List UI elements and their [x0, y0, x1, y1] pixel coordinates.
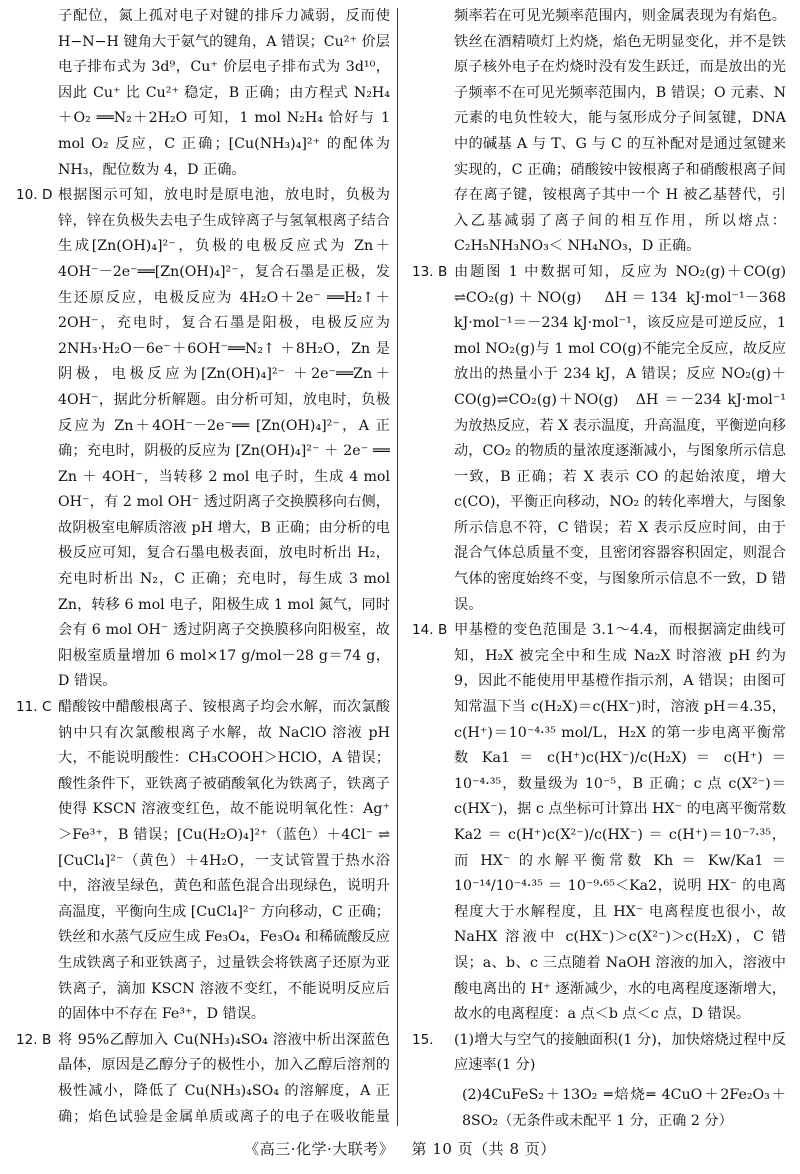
item-number: 11. C	[16, 699, 52, 716]
item-text: 由题图 1 中数据可知，反应为 NO₂(g)＋CO(g) ⇌CO₂(g)＋NO(g) ΔH＝134 kJ·mol⁻¹－368 kJ·mol⁻¹＝－234 kJ·mol⁻¹，该反应是可逆反应，1 mol NO₂(g)与 1 mol CO(g)不能完全反应，故反应放出的热量小于 234 kJ，A 错误；反应 NO₂(g)＋CO(g)⇌CO₂(g)＋NO(g) ΔH ＝－234 kJ·mol⁻¹ 为放热反应，若 X 表示温度，升高温度，平衡逆向移动，CO₂ 的物质的量浓度逐渐减小，与图象所示信息一致，B 正确；若 X 表示 CO 的起始浓度，增大 c(CO)，平衡正向移动，NO₂ 的转化率增大，与图象所示信息不符，C 错误；若 X 表示反应时间，由于混合气体总质量不变，且密闭容器容积固定，则混合气体的密度始终不变，与图象所示信息不一致，D 错误。	[454, 263, 786, 613]
item-text: 醋酸铵中醋酸根离子、铵根离子均会水解，而次氯酸钠中只有次氯酸根离子水解，故 NaClO 溶液 pH 大，不能说明酸性：CH₃COOH＞HClO，A 错误；酸性条件下，亚铁离子被硝酸氧化为铁离子，铁离子使得 KSCN 溶液变红色，故不能说明氧化性：Ag⁺＞Fe³⁺，B 错误；[Cu(H₂O)₄]²⁺（蓝色）＋4Cl⁻ ⇌ [CuCl₄]²⁻（黄色）＋4H₂O，一支试管置于热水浴中，溶液呈绿色，黄色和蓝色混合出现绿色，说明升高温度，平衡向生成 [CuCl₄]²⁻ 方向移动，C 正确；铁丝和水蒸气反应生成 Fe₃O₄，Fe₃O₄ 和稀硫酸反应生成铁离子和亚铁离子，过量铁会将铁离子还原为亚铁离子，滴加 KSCN 溶液不变红，不能说明反应后的固体中不存在 Fe³⁺，D 错误。	[58, 699, 390, 1023]
item-15-part-2: (2)4CuFeS₂＋13O₂ ═焙烧═ 4CuO＋2Fe₂O₃＋8SO₂（无条件或未配平 1 分，正确 2 分）	[462, 1086, 786, 1129]
item-12-continuation: 频率若在可见光频率范围内，则金属表现为有焰色。铁丝在酒精喷灯上灼烧，焰色无明显变化，并不是铁原子核外电子在灼烧时没有发生跃迁，而是放出的光子频率不在可见光频率范围内，B 错误；O 元素、N 元素的电负性较大，能与氢形成分子间氢键，DNA 中的碱基 A 与 T、G 与 C 的互补配对是通过氢键来实现的，C 正确；硝酸铵中铵根离子和硝酸根离子间存在离子键，铵根离子其中一个 H 被乙基替代，引入乙基减弱了离子间的相互作用，所以熔点：C₂H₅NH₃NO₃＜ NH₄NO₃，D 正确。	[454, 8, 786, 255]
item-15-part-1: (1)增大与空气的接触面积(1 分)，加快熔烧过程中反应速率(1 分)	[454, 1031, 786, 1074]
item-number: 10. D	[16, 187, 53, 204]
footer-page-number: 第 10 页（共 8 页）	[411, 1140, 556, 1158]
right-column	[410, 4, 786, 1132]
footer-title: 《高三·化学·大联考》	[244, 1140, 395, 1158]
page-footer	[0, 1138, 800, 1159]
answer-item-10	[14, 183, 390, 695]
item-text: 根据图示可知，放电时是原电池，放电时，负极为锌，锌在负极失去电子生成锌离子与氢氧根离子结合生成[Zn(OH)₄]²⁻，负极的电极反应式为 Zn＋4OH⁻－2e⁻══[Zn(OH)₄]²⁻，复合石墨是正极，发生还原反应，电极反应为 4H₂O＋2e⁻ ══H₂↑＋2OH⁻，充电时，复合石墨是阳极，电极反应为 2NH₃·H₂O－6e⁻＋6OH⁻══N₂↑ ＋8H₂O，Zn 是阴极，电极反应为[Zn(OH)₄]²⁻ ＋2e⁻══Zn＋4OH⁻，据此分析解题。由分析可知，放电时，负极反应为 Zn＋4OH⁻－2e⁻══ [Zn(OH)₄]²⁻，A 正确；充电时，阴极的反应为 [Zn(OH)₄]²⁻ ＋ 2e⁻ ══ Zn ＋ 4OH⁻，当转移 2 mol 电子时，生成 4 mol OH⁻，有 2 mol OH⁻ 透过阴离子交换膜移向右侧，故阴极室电解质溶液 pH 增大，B 正确；由分析的电极反应可知，复合石墨电极表面，放电时析出 H₂，充电时析出 N₂，C 正确；充电时，每生成 3 mol Zn，转移 6 mol 电子，阳极生成 1 mol 氮气，同时会有 6 mol OH⁻ 透过阴离子交换膜移向阳极室，故阳极室质量增加 6 mol×17 g/mol－28 g＝74 g，D 错误。	[58, 187, 390, 690]
item-number: 15.	[412, 1031, 434, 1048]
answer-item-11	[14, 695, 390, 1028]
item-text: 将 95%乙醇加入 Cu(NH₃)₄SO₄ 溶液中析出深蓝色晶体，原因是乙醇分子的极性小，加入乙醇后溶剂的极性减小，降低了 Cu(NH₃)₄SO₄ 的溶解度，A 正确；焰色试验是金属单质或离子的电子在吸收能量	[58, 1031, 390, 1125]
item-9-continuation: 子配位，氮上孤对电子对键的排斥力减弱，反而使 H−N−H 键角大于氨气的键角，A 错误；Cu²⁺ 价层电子排布式为 3d⁹，Cu⁺ 价层电子排布式为 3d¹⁰，因此 Cu⁺ 比 Cu²⁺ 稳定，B 正确；由方程式 N₂H₄＋O₂ ══N₂＋2H₂O 可知，1 mol N₂H₄ 恰好与 1 mol O₂ 反应，C 正确；[Cu(NH₃)₄]²⁺ 的配体为 NH₃，配位数为 4，D 正确。	[58, 8, 390, 178]
item-number: 12. B	[16, 1031, 52, 1048]
item-text: 甲基橙的变色范围是 3.1～4.4，而根据滴定曲线可知，H₂X 被完全中和生成 Na₂X 时溶液 pH 约为 9，因此不能使用甲基橙作指示剂，A 错误；由图可知常温下当 c(H₂X)＝c(HX⁻)时，溶液 pH＝4.35，c(H⁺)＝10⁻⁴·³⁵ mol/L，H₂X 的第一步电离平衡常数 Ka1 ＝ c(H⁺)c(HX⁻)/c(H₂X) ＝ c(H⁺) ＝10⁻⁴·³⁵，数量级为 10⁻⁵，B 正确；c 点 c(X²⁻)＝ c(HX⁻)，据 c 点坐标可计算出 HX⁻ 的电离平衡常数 Ka2 ＝ c(H⁺)c(X²⁻)/c(HX⁻) ＝ c(H⁺)＝10⁻⁷·³⁵，而 HX⁻ 的水解平衡常数 Kh ＝ Kw/Ka1 ＝ 10⁻¹⁴/10⁻⁴·³⁵ ＝ 10⁻⁹·⁶⁵＜Ka2，说明 HX⁻ 的电离程度大于水解程度，且 HX⁻ 电离程度也很小，故 NaHX 溶液中 c(HX⁻)＞c(X²⁻)＞c(H₂X)，C 错误；a、b、c 三点随着 NaOH 溶液的加入，溶液中酸电离出的 H⁺ 逐渐减少，水的电离程度逐渐增大，故水的电离程度：a 点＜b 点＜c 点，D 错误。	[454, 622, 786, 1023]
item-number: 14. B	[412, 622, 448, 639]
item-number: 13. B	[412, 263, 448, 280]
answer-item-15	[410, 1028, 786, 1132]
answer-item-14	[410, 618, 786, 1028]
answer-item-13	[410, 260, 786, 618]
answer-item-12	[14, 1028, 390, 1132]
column-divider	[397, 8, 398, 1126]
left-column	[14, 4, 390, 1132]
